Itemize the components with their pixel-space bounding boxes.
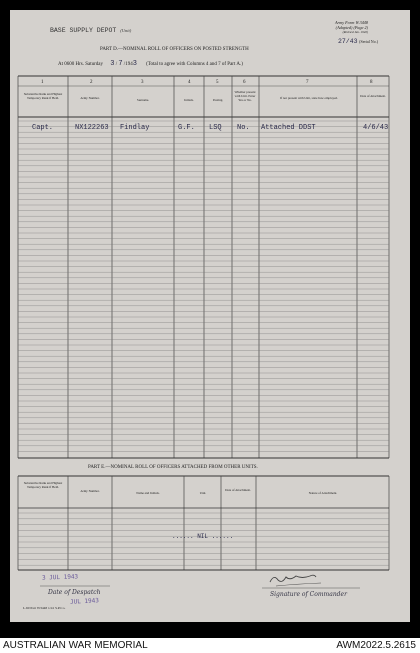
- serial-label: (Serial No.): [359, 39, 379, 44]
- col-number: 3: [141, 80, 144, 85]
- date-prefix: At 0600 Hrs. Saturday: [58, 62, 103, 67]
- serial-value: 27/43: [338, 38, 358, 45]
- col-header-posting: Posting.: [212, 98, 224, 102]
- e-header-army-number: Army Number.: [80, 489, 100, 493]
- e-header-nature: Nature of Attachment.: [308, 491, 338, 495]
- entry-date: 4/6/43: [363, 124, 389, 132]
- entry-present: No.: [237, 124, 250, 132]
- date-day: 3: [110, 60, 115, 68]
- col-number: 5: [216, 80, 219, 85]
- nil-entry: ...... NIL ......: [172, 533, 234, 540]
- date-note: (Total to agree with Columns 4 and 7 of Part A.): [146, 62, 243, 67]
- entry-rank: Capt.: [32, 124, 54, 132]
- part-e-title: PART E.—NOMINAL ROLL OF OFFICERS ATTACHED FROM OTHER UNITS.: [88, 465, 258, 470]
- army-form-line: (Adapted) (Page 2): [335, 25, 368, 30]
- col-header-army-number: Army Number.: [80, 96, 100, 100]
- despatch-stamp-2: JUL 1943: [69, 597, 100, 606]
- unit-label: BASE SUPPLY DEPOT: [50, 27, 117, 34]
- entry-initials: G.F.: [178, 124, 195, 132]
- date-year-digit: 3: [132, 60, 137, 68]
- date-line: At 0600 Hrs. Saturday 3 / 7 /1943 (Total to agree with Columns 4 and 7 of Part A.): [58, 60, 243, 68]
- col-header-date: Date of Attachment.: [360, 94, 386, 98]
- col-number: 4: [188, 80, 191, 85]
- signature-label: Signature of Commander: [270, 591, 347, 598]
- e-header-unit: Unit.: [199, 491, 207, 495]
- date-month: 7: [118, 60, 123, 68]
- col-number: 7: [306, 80, 309, 85]
- col-header-initials: Initials.: [184, 98, 194, 102]
- despatch-label: Date of Despatch: [48, 589, 101, 596]
- col-header-rank: Substantive Rank and Highest Temporary Rank if Held.: [23, 92, 63, 100]
- despatch-stamp: 3 JUL 1943: [41, 573, 79, 582]
- entry-army-number: NX122263: [75, 124, 109, 132]
- col-number: 6: [243, 80, 246, 85]
- col-header-employed: If not present with Unit, state how employed.: [280, 96, 338, 100]
- col-number: 8: [370, 80, 373, 85]
- col-header-surname: Surname.: [136, 98, 150, 102]
- col-number: 1: [41, 80, 44, 85]
- part-d-title: PART D.—NOMINAL ROLL OF OFFICERS ON POSTED STRENGTH: [100, 47, 249, 52]
- unit-suffix: (Unit): [120, 28, 132, 33]
- entry-posting: LSQ: [209, 124, 222, 132]
- archive-name: AUSTRALIAN WAR MEMORIAL: [3, 640, 148, 651]
- army-form-line: Army Form W.3448: [335, 20, 368, 25]
- archive-footer: [0, 638, 420, 653]
- col-number: 2: [90, 80, 93, 85]
- col-header-present: Whether present with Unit. Enter Yes or No.: [234, 90, 256, 102]
- entry-surname: Findlay: [120, 124, 150, 132]
- printer-note: L.60 Part W3448 1/41 S.P.Co.: [23, 606, 66, 610]
- archive-id: AWM2022.5.2615: [336, 640, 416, 651]
- e-header-rank: Substantive Rank and Highest Temporary Rank if Held.: [23, 481, 63, 489]
- e-header-name: Name and Initials.: [136, 491, 160, 495]
- army-form-line: (Revised Jan. 1940): [342, 30, 368, 34]
- e-header-date: Date of Attachment.: [225, 488, 251, 492]
- entry-employed: Attached DDST: [261, 124, 316, 132]
- date-year-prefix: 194: [125, 62, 133, 67]
